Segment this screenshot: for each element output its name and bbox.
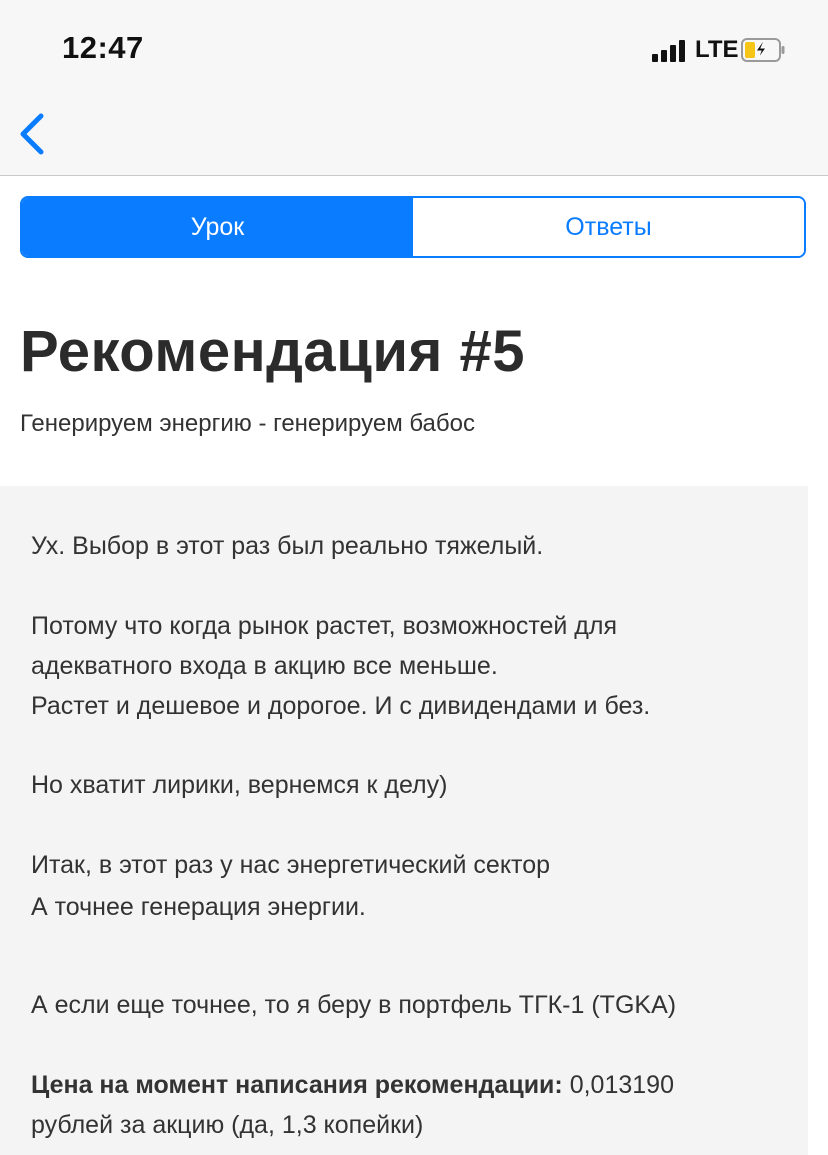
content-line: А точнее генерация энергии. — [31, 893, 366, 921]
status-bar — [0, 0, 828, 100]
tab-lesson-label: Урок — [190, 212, 245, 241]
lesson-content — [0, 486, 808, 1155]
chevron-left-icon — [14, 108, 54, 158]
price-label: Цена на момент написания рекомендации: — [31, 1071, 563, 1099]
content-line: Ух. Выбор в этот раз был реально тяжелый. — [31, 532, 544, 560]
price-line — [31, 1065, 674, 1105]
page-subtitle: Генерируем энергию - генерируем бабос — [20, 410, 475, 437]
tab-answers-label: Ответы — [565, 212, 652, 241]
content-line: Потому что когда рынок растет, возможностей для — [31, 612, 618, 640]
content-line: А если еще точнее, то я беру в портфель ТГК-1 (TGKA) — [31, 991, 677, 1019]
page-title: Рекомендация #5 — [20, 319, 525, 384]
signal-icon — [652, 40, 688, 62]
content-line: Но хватит лирики, вернемся к делу) — [31, 771, 448, 799]
network-type: LTE — [695, 36, 739, 63]
content-line: адекватного входа в акцию все меньше. — [31, 652, 498, 680]
tab-lesson[interactable] — [22, 198, 413, 256]
content-line: Итак, в этот раз у нас энергетический сектор — [31, 851, 551, 879]
price-value: 0,013190 — [562, 1071, 674, 1099]
back-button[interactable] — [14, 108, 54, 158]
content-line: Растет и дешевое и дорогое. И с дивидендами и без. — [31, 692, 651, 720]
status-time: 12:47 — [62, 30, 144, 65]
content-line: рублей за акцию (да, 1,3 копейки) — [31, 1111, 424, 1139]
navigation-bar — [0, 100, 828, 176]
tab-answers[interactable] — [413, 198, 804, 256]
segmented-control — [20, 196, 806, 258]
battery-charging-icon — [741, 38, 785, 62]
